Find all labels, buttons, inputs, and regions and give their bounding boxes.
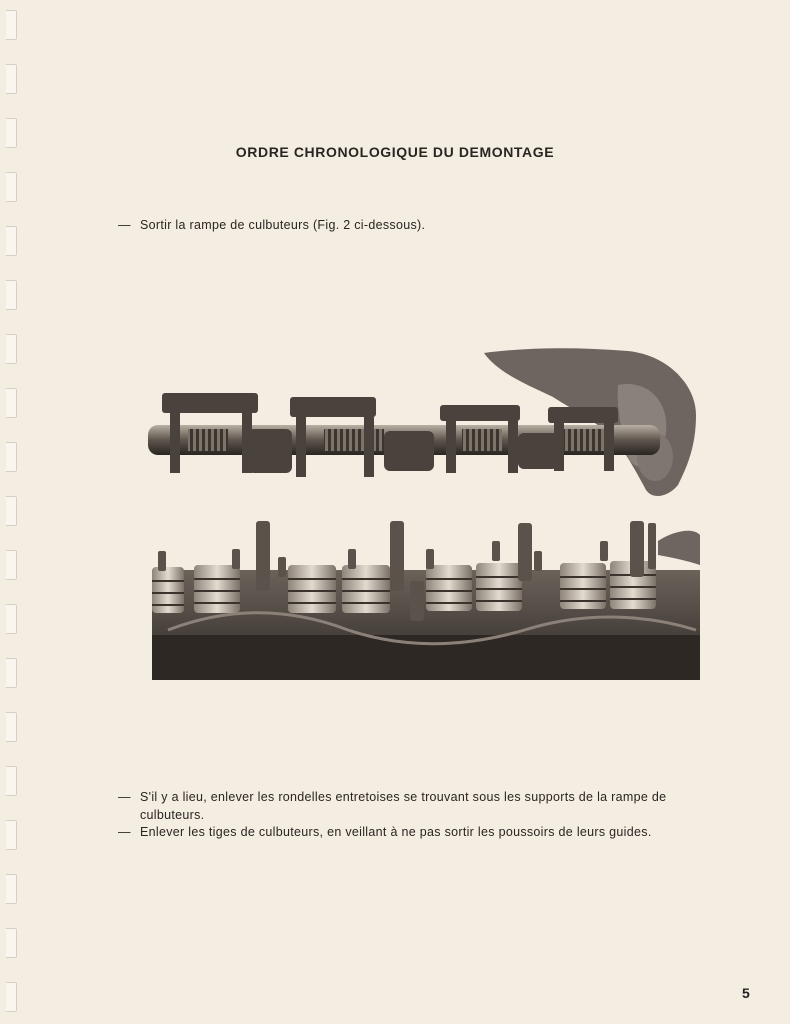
step-text: S'il y a lieu, enlever les rondelles entretoises se trouvant sous les supports de la rampe de	[140, 790, 667, 804]
binding-hole	[6, 226, 17, 256]
page-number: 5	[742, 985, 750, 1001]
binding-hole	[6, 388, 17, 418]
binding-hole	[6, 766, 17, 796]
page-title: ORDRE CHRONOLOGIQUE DU DEMONTAGE	[235, 144, 555, 160]
binding-hole	[6, 10, 17, 40]
binding-hole	[6, 64, 17, 94]
binding-hole	[6, 496, 17, 526]
step-dash: —	[118, 790, 131, 804]
step-text: Sortir la rampe de culbuteurs (Fig. 2 ci-dessous).	[140, 218, 426, 232]
step-text: Enlever les tiges de culbuteurs, en veillant à ne pas sortir les poussoirs de leurs guides.	[140, 825, 652, 839]
binding-hole	[6, 874, 17, 904]
step-3	[118, 823, 652, 841]
step-2	[118, 788, 738, 824]
binding-hole	[6, 604, 17, 634]
binding-hole	[6, 658, 17, 688]
binding-hole	[6, 550, 17, 580]
binding-hole	[6, 820, 17, 850]
binding-hole	[6, 982, 17, 1012]
step-dash: —	[118, 825, 131, 839]
binding-hole	[6, 928, 17, 958]
step-text-continuation: culbuteurs.	[140, 808, 205, 822]
step-1	[118, 216, 425, 234]
binding-hole	[6, 280, 17, 310]
binding-hole	[6, 172, 17, 202]
binding-hole	[6, 334, 17, 364]
rocker-shaft-cylinder-head-photo	[148, 345, 704, 685]
step-dash: —	[118, 218, 131, 232]
binding-hole	[6, 712, 17, 742]
binding-hole	[6, 442, 17, 472]
